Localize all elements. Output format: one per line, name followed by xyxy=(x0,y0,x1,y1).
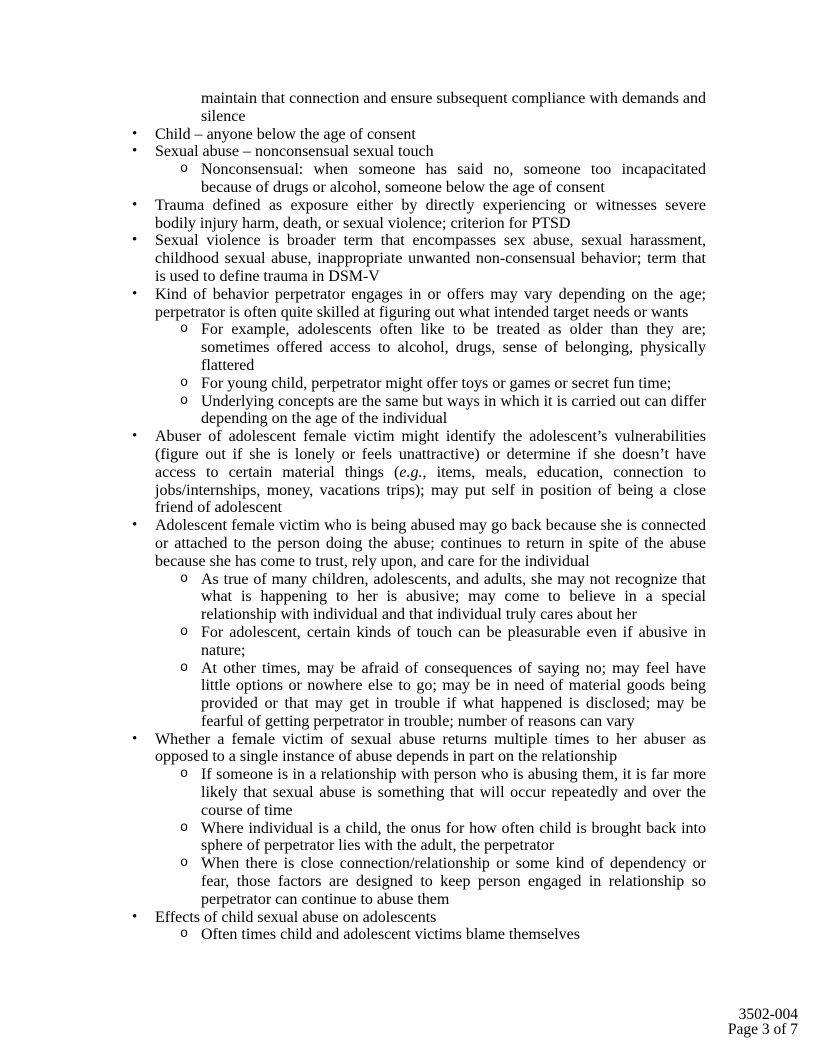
list-item-text: Effects of child sexual abuse on adolescents xyxy=(155,908,437,926)
list-item-level-2 xyxy=(0,393,706,429)
list-item-level-1 xyxy=(0,126,706,144)
list-item-level-1 xyxy=(0,232,706,285)
sub-bullet-marker: o xyxy=(180,927,189,943)
footer-doc-number: 3502-004 xyxy=(738,1006,798,1023)
list-item-text: For adolescent, certain kinds of touch can be pleasurable even if abusive in nature; xyxy=(201,623,706,659)
sub-bullet-marker: o xyxy=(180,571,189,587)
footer-page-label: Page 3 of 7 xyxy=(727,1020,798,1038)
list-item-level-1 xyxy=(0,731,706,767)
list-item-level-2 xyxy=(0,624,706,660)
page-footer xyxy=(728,1008,798,1037)
list-item-text: Abuser of adolescent female victim might identify the adolescent’s vulnerabilities (figure out if she is lonely or feels unattractive) or determine if she doesn’t have access to certain material things (e.g., items, meals, education, connection to jobs/internships, money, vacations trips); may put self in position of being a close friend of adolescent xyxy=(155,428,706,517)
list-item-level-1 xyxy=(0,143,706,161)
list-item-level-1 xyxy=(0,197,706,233)
list-item-text: Sexual violence is broader term that encompasses sex abuse, sexual harassment, childhood sexual abuse, inappropriate unwanted non-consensual behavior; term that is used to define trauma in DSM-V xyxy=(155,232,706,285)
sub-bullet-marker: o xyxy=(180,375,189,391)
sub-bullet-marker: o xyxy=(180,393,189,409)
sub-bullet-marker: o xyxy=(180,162,189,178)
bullet-marker: • xyxy=(132,517,138,534)
list-item-level-1 xyxy=(0,909,706,927)
bullet-marker: • xyxy=(132,908,138,925)
sub-bullet-marker: o xyxy=(180,820,189,836)
sub-bullet-marker: o xyxy=(180,767,189,783)
list-item-text: Whether a female victim of sexual abuse returns multiple times to her abuser as opposed to a single instance of abuse depends in part on the relationship xyxy=(155,730,706,766)
list-item-text: Child – anyone below the age of consent xyxy=(155,125,416,143)
bullet-marker: • xyxy=(132,143,138,160)
list-item-text: For young child, perpetrator might offer toys or games or secret fun time; xyxy=(201,374,672,392)
list-item-text: Nonconsensual: when someone has said no, someone too incapacitated because of drugs or alcohol, someone below the age of consent xyxy=(201,161,706,196)
list-item-text: As true of many children, adolescents, and adults, she may not recognize that what is happening to her is abusive; may come to believe in a special relationship with individual and that individual truly cares about her xyxy=(201,570,706,624)
bullet-marker: • xyxy=(132,285,138,302)
list-item-level-2 xyxy=(0,820,706,856)
list-item-level-2 xyxy=(0,660,706,731)
list-item-text: At other times, may be afraid of consequences of saying no; may feel have little options or nowhere else to go; may be in need of material goods being provided or that may get in trouble if what happened is disclosed; may be fearful of getting perpetrator in trouble; number of reasons can vary xyxy=(201,659,706,730)
list-item-level-2 xyxy=(0,375,706,393)
list-item-level-2 xyxy=(0,161,706,197)
list-item-text: When there is close connection/relationship or some kind of dependency or fear, those factors are designed to keep person engaged in relationship so perpetrator can continue to abuse them xyxy=(201,855,706,908)
list-item-text: Trauma defined as exposure either by directly experiencing or witnesses severe bodily injury harm, death, or sexual violence; criterion for PTSD xyxy=(155,196,706,232)
list-item-level-1 xyxy=(0,517,706,570)
bullet-marker: • xyxy=(132,232,138,249)
list-item-text: For example, adolescents often like to be treated as older than they are; sometimes offered access to alcohol, drugs, sense of belonging, physically flattered xyxy=(201,321,706,374)
sub-bullet-marker: o xyxy=(180,660,189,676)
sub-bullet-marker: o xyxy=(180,624,189,640)
bullet-marker: • xyxy=(132,730,138,747)
list-item-text: Adolescent female victim who is being abused may go back because she is connected or attached to the person doing the abuse; continues to return in spite of the abuse because she has come to trust, rely upon, and care for the individual xyxy=(155,517,706,570)
list-item-level-2 xyxy=(0,855,706,908)
paragraph-continuation xyxy=(0,90,706,126)
list-item-text: If someone is in a relationship with person who is abusing them, it is far more likely that sexual abuse is something that will occur repeatedly and over the course of time xyxy=(201,766,706,819)
bullet-marker: • xyxy=(132,125,138,142)
list-item-level-1 xyxy=(0,286,706,322)
document-body xyxy=(0,90,706,944)
list-item-text: maintain that connection and ensure subsequent compliance with demands and silence xyxy=(201,90,706,125)
list-item-text: Where individual is a child, the onus for how often child is brought back into sphere of perpetrator lies with the adult, the perpetrator xyxy=(201,819,706,855)
sub-bullet-marker: o xyxy=(180,322,189,338)
list-item-level-2 xyxy=(0,926,706,944)
bullet-marker: • xyxy=(132,196,138,213)
list-item-level-1 xyxy=(0,428,706,517)
sub-bullet-marker: o xyxy=(180,856,189,872)
list-item-level-2 xyxy=(0,766,706,819)
list-item-text: Kind of behavior perpetrator engages in or offers may vary depending on the age; perpetrator is often quite skilled at figuring out what intended target needs or wants xyxy=(155,285,706,321)
bullet-marker: • xyxy=(132,428,138,445)
list-item-level-2 xyxy=(0,571,706,624)
list-item-text: Often times child and adolescent victims blame themselves xyxy=(201,926,581,944)
list-item-text: Sexual abuse – nonconsensual sexual touch xyxy=(155,143,434,161)
list-item-level-2 xyxy=(0,321,706,374)
list-item-text: Underlying concepts are the same but ways in which it is carried out can differ depending on the age of the individual xyxy=(201,392,706,428)
